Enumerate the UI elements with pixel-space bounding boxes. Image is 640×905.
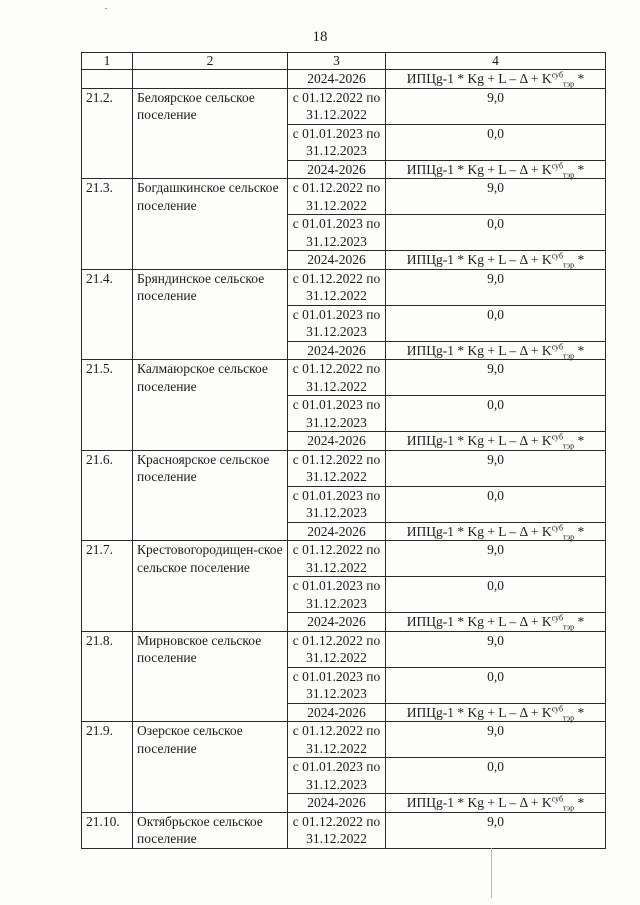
value: 9,0 — [386, 722, 606, 758]
settlement-name: Красноярское сельское поселение — [133, 450, 288, 541]
period: с 01.01.2023 по 31.12.2023 — [288, 577, 386, 613]
formula: ИПЦg-1 * $Kg + L - \Delta + K^{суб}_{тэр}$ * — [386, 341, 606, 360]
formula: ИПЦg-1 * $Kg + L - \Delta + K^{суб}_{тэр}$ * — [386, 794, 606, 813]
period: 2024-2026 — [288, 613, 386, 632]
value: 9,0 — [386, 541, 606, 577]
period: с 01.01.2023 по 31.12.2023 — [288, 758, 386, 794]
table-row — [82, 722, 606, 758]
value: 9,0 — [386, 88, 606, 124]
period: с 01.12.2022 по 31.12.2022 — [288, 269, 386, 305]
period: с 01.01.2023 по 31.12.2023 — [288, 486, 386, 522]
period: 2024-2026 — [288, 251, 386, 270]
row-number — [82, 70, 133, 89]
value: 0,0 — [386, 758, 606, 794]
formula: ИПЦg-1 * $Kg + L - \Delta + K^{суб}_{тэр}$ * — [386, 613, 606, 632]
value: 9,0 — [386, 269, 606, 305]
scan-mark — [491, 848, 492, 898]
period: с 01.01.2023 по 31.12.2023 — [288, 667, 386, 703]
table-row — [82, 88, 606, 124]
settlement-name: Мирновское сельское поселение — [133, 631, 288, 722]
period: с 01.01.2023 по 31.12.2023 — [288, 215, 386, 251]
settlement-name: Бряндинское сельское поселение — [133, 269, 288, 360]
row-number: 21.7. — [82, 541, 133, 632]
formula: ИПЦg-1 * $Kg + L - \Delta + K^{суб}_{тэр}$ * — [386, 160, 606, 179]
header-col-1: 1 — [82, 53, 133, 70]
table-row — [82, 269, 606, 305]
value: 0,0 — [386, 486, 606, 522]
value: 0,0 — [386, 396, 606, 432]
value: 0,0 — [386, 124, 606, 160]
period: 2024-2026 — [288, 703, 386, 722]
period: 2024-2026 — [288, 522, 386, 541]
table-row — [82, 631, 606, 667]
value: 9,0 — [386, 812, 606, 848]
period: с 01.12.2022 по 31.12.2022 — [288, 450, 386, 486]
settlement-name: Богдашкинское сельское поселение — [133, 179, 288, 270]
period: с 01.01.2023 по 31.12.2023 — [288, 396, 386, 432]
period: 2024-2026 — [288, 160, 386, 179]
period: 2024-2026 — [288, 341, 386, 360]
formula: ИПЦg-1 * $Kg + L - \Delta + K^{суб}_{тэр}$ * — [386, 432, 606, 451]
value: 9,0 — [386, 631, 606, 667]
settlement-name: Крестовогородищен-ское сельское поселение — [133, 541, 288, 632]
period: с 01.12.2022 по 31.12.2022 — [288, 631, 386, 667]
settlement-name: Октябрьское сельское поселение — [133, 812, 288, 848]
value: 9,0 — [386, 450, 606, 486]
period: с 01.01.2023 по 31.12.2023 — [288, 124, 386, 160]
formula: ИПЦg-1 * $Kg + L - \Delta + K^{суб}_{тэр}$ * — [386, 70, 606, 89]
value: 9,0 — [386, 179, 606, 215]
row-number: 21.5. — [82, 360, 133, 451]
header-col-3: 3 — [288, 53, 386, 70]
row-number: 21.10. — [82, 812, 133, 848]
formula: ИПЦg-1 * $Kg + L - \Delta + K^{суб}_{тэр}$ * — [386, 522, 606, 541]
settlement-name: Белоярское сельское поселение — [133, 88, 288, 179]
period: с 01.12.2022 по 31.12.2022 — [288, 722, 386, 758]
table-row — [82, 179, 606, 215]
period: с 01.01.2023 по 31.12.2023 — [288, 305, 386, 341]
table-row — [82, 360, 606, 396]
row-number: 21.2. — [82, 88, 133, 179]
settlement-name: Калмаюрское сельское поселение — [133, 360, 288, 451]
row-number: 21.4. — [82, 269, 133, 360]
formula: ИПЦg-1 * $Kg + L - \Delta + K^{суб}_{тэр}$ * — [386, 703, 606, 722]
table-row — [82, 812, 606, 848]
row-number: 21.3. — [82, 179, 133, 270]
period: с 01.12.2022 по 31.12.2022 — [288, 541, 386, 577]
row-number: 21.6. — [82, 450, 133, 541]
row-number: 21.9. — [82, 722, 133, 813]
period: 2024-2026 — [288, 794, 386, 813]
value: 0,0 — [386, 305, 606, 341]
period: с 01.12.2022 по 31.12.2022 — [288, 88, 386, 124]
value: 9,0 — [386, 360, 606, 396]
header-row — [82, 53, 606, 70]
settlement-name: Озерское сельское поселение — [133, 722, 288, 813]
value: 0,0 — [386, 215, 606, 251]
period: с 01.12.2022 по 31.12.2022 — [288, 179, 386, 215]
header-col-4: 4 — [386, 53, 606, 70]
settlement-name — [133, 70, 288, 89]
period: 2024-2026 — [288, 70, 386, 89]
scan-mark — [105, 8, 107, 9]
period: с 01.12.2022 по 31.12.2022 — [288, 812, 386, 848]
header-col-2: 2 — [133, 53, 288, 70]
row-number: 21.8. — [82, 631, 133, 722]
period: 2024-2026 — [288, 432, 386, 451]
continuation-row — [82, 70, 606, 89]
table-row — [82, 541, 606, 577]
value: 0,0 — [386, 577, 606, 613]
formula: ИПЦg-1 * $Kg + L - \Delta + K^{суб}_{тэр}$ * — [386, 251, 606, 270]
table-row — [82, 450, 606, 486]
period: с 01.12.2022 по 31.12.2022 — [288, 360, 386, 396]
page-number: 18 — [312, 29, 328, 45]
value: 0,0 — [386, 667, 606, 703]
tariff-table — [81, 52, 606, 849]
